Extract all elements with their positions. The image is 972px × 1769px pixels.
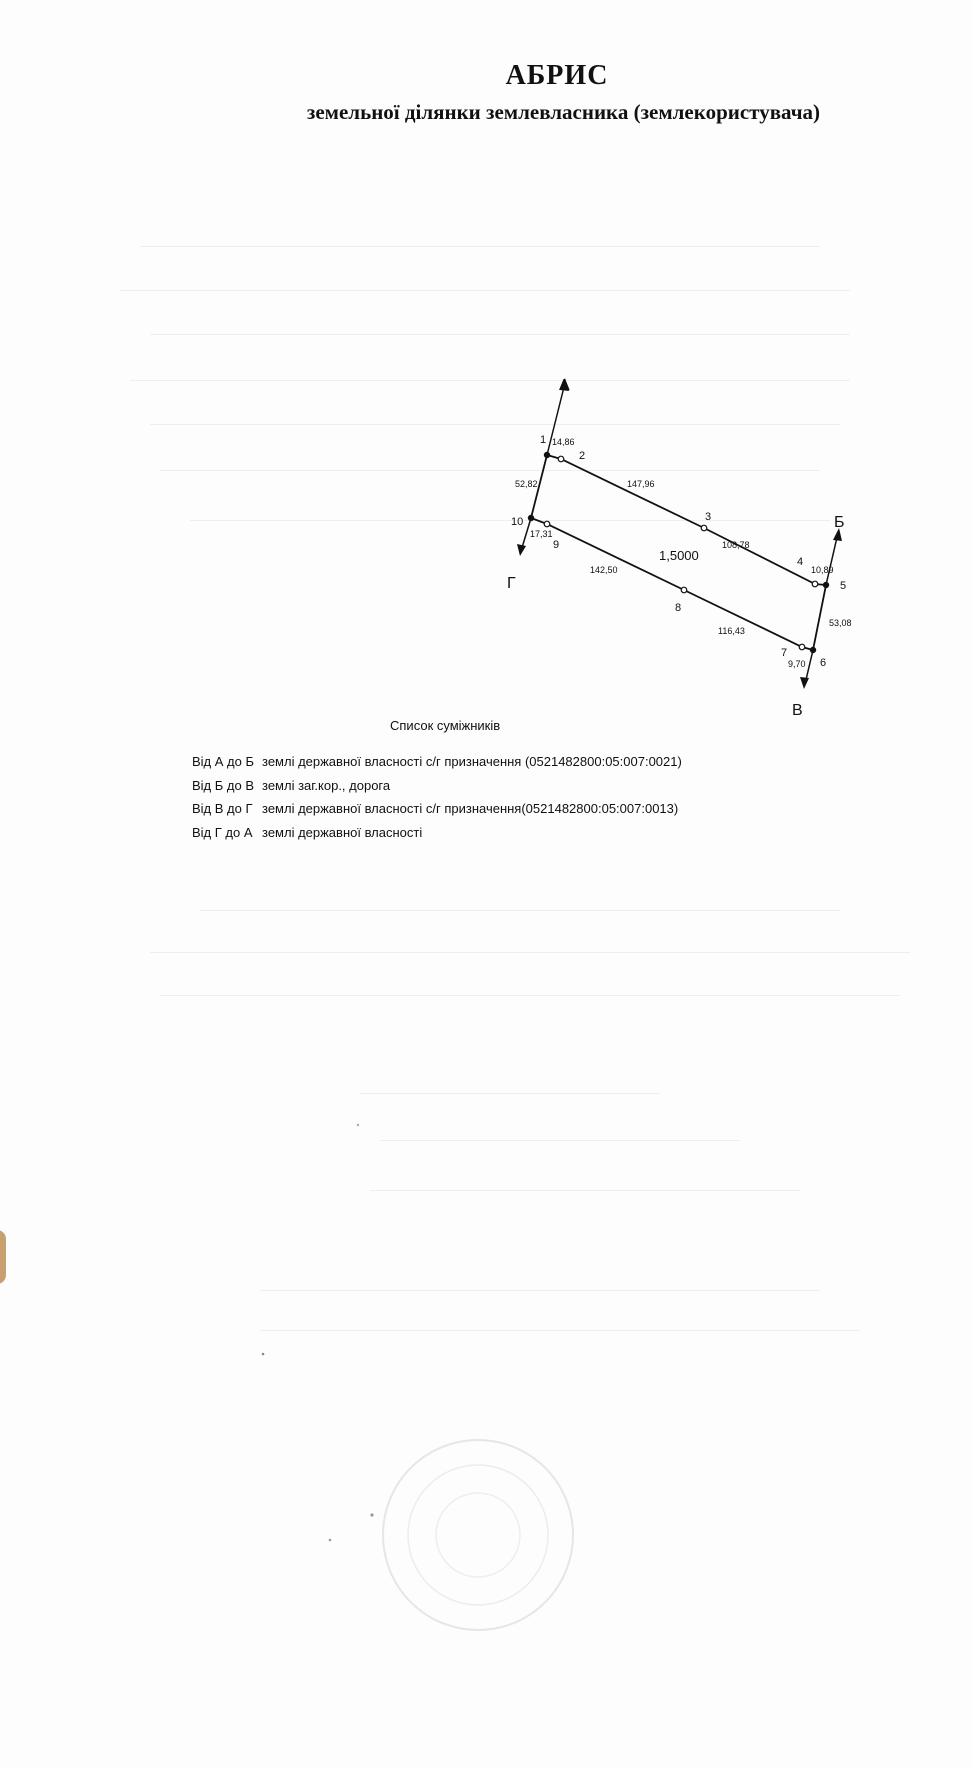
segment-length: 52,82: [515, 479, 538, 489]
neighbor-segment: Від В до Г: [192, 801, 253, 816]
point-label: 1: [540, 434, 547, 446]
segment-length: 116,43: [718, 626, 745, 636]
point-label: 7: [781, 647, 788, 659]
neighbor-segment: Від А до Б: [192, 754, 254, 769]
segment-length: 53,08: [829, 618, 852, 628]
direction-label: В: [792, 702, 803, 719]
document-subtitle: земельної ділянки землевласника (землекористувача): [306, 100, 821, 124]
document-title: АБРИС: [505, 60, 609, 91]
point-label: 4: [797, 556, 804, 568]
neighbor-description: землі заг.кор., дорога: [262, 777, 391, 793]
parcel-area: 1,5000: [659, 548, 699, 563]
direction-label: А: [559, 377, 570, 394]
point-label: 9: [553, 539, 560, 551]
point-label: 6: [820, 657, 827, 669]
segment-length: 9,70: [788, 659, 806, 669]
neighbor-description: землі державної власності: [262, 824, 423, 840]
point-label: 5: [840, 580, 847, 592]
segment-length: 17,31: [530, 529, 553, 539]
segment-length: 147,96: [627, 479, 655, 489]
direction-label: Б: [834, 514, 845, 531]
segment-length: 10,89: [811, 565, 834, 575]
point-label: 10: [511, 516, 524, 528]
segment-length: 142,50: [590, 565, 618, 575]
direction-label: Г: [507, 575, 516, 592]
neighbors-title: Список суміжників: [390, 718, 501, 733]
neighbor-description: землі державної власності с/г призначення (0521482800:05:007:0021): [262, 754, 682, 769]
point-label: 8: [675, 602, 682, 614]
neighbor-segment: Від Г до А: [192, 824, 253, 840]
neighbor-description: землі державної власності с/г призначення(0521482800:05:007:0013): [262, 801, 679, 816]
segment-length: 108,78: [722, 540, 750, 550]
neighbor-segment: Від Б до В: [192, 777, 254, 793]
point-label: 2: [579, 450, 586, 462]
point-label: 3: [705, 511, 712, 523]
segment-length: 14,86: [552, 437, 575, 447]
